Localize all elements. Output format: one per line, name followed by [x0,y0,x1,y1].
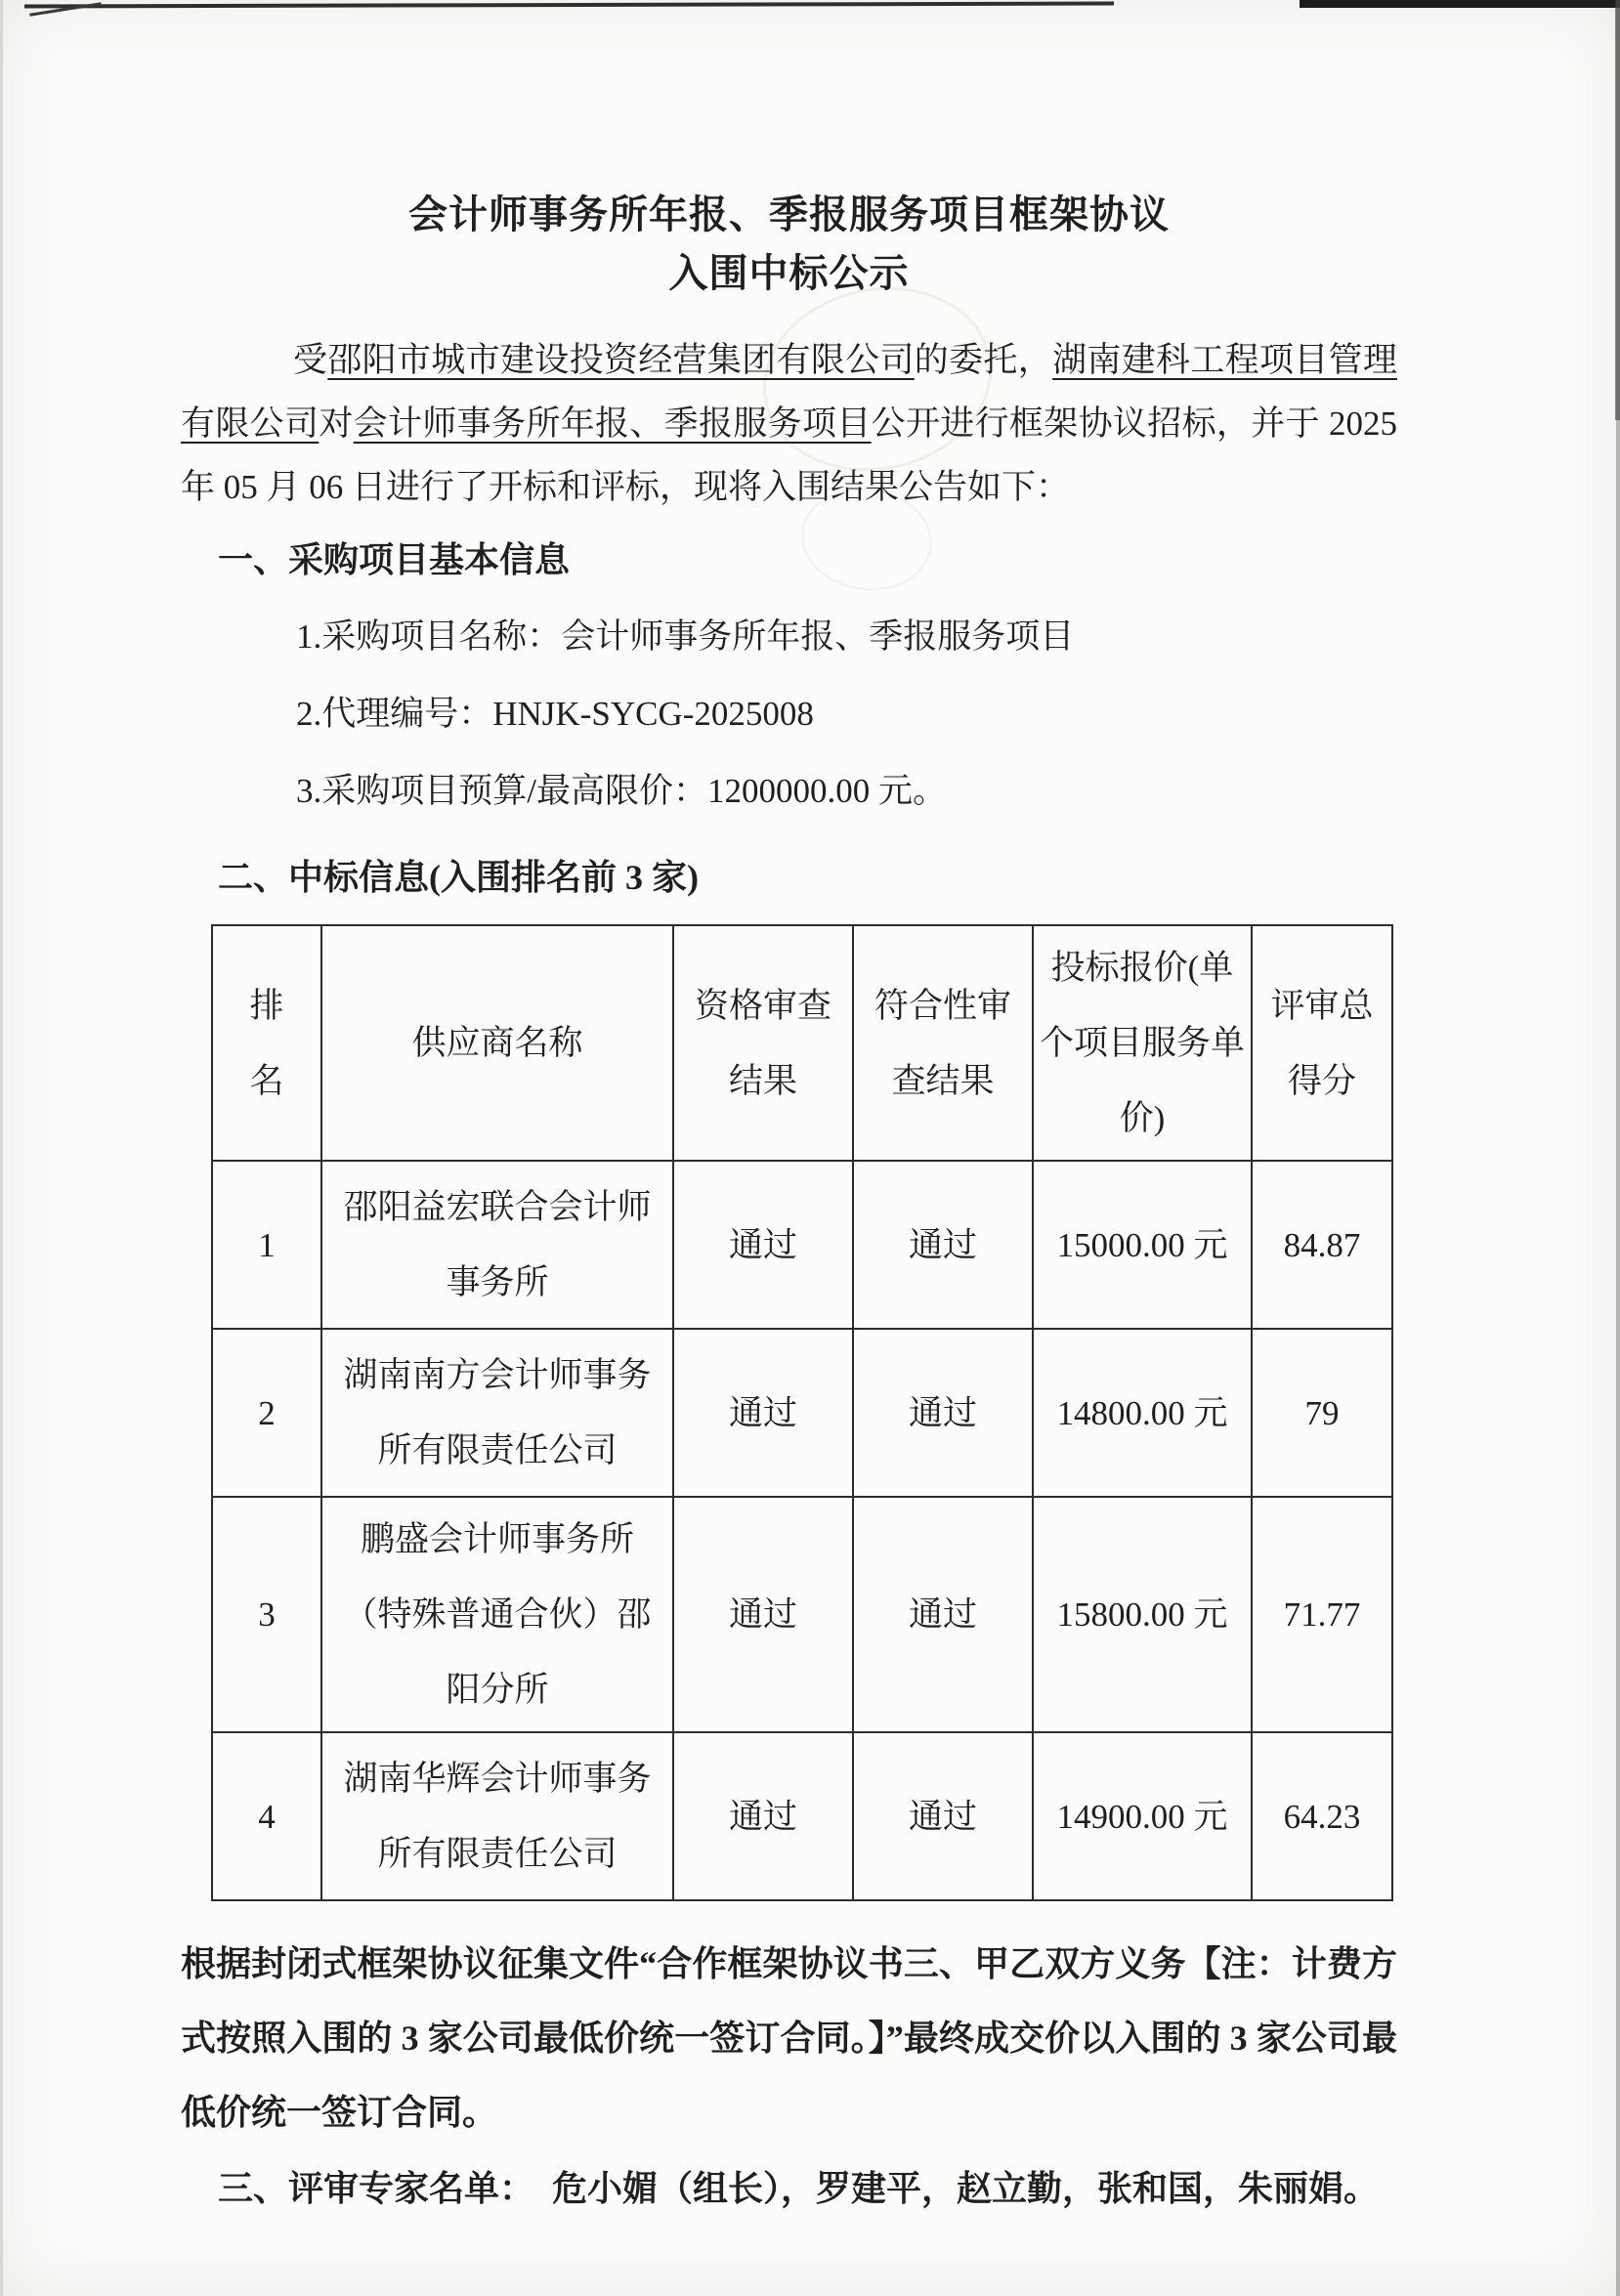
intro-segment-underlined-agent: 湖南建科工程项目管理有限公司 [181,341,1397,443]
budget-item: 3.采购项目预算/最高限价：1200000.00 元。 [296,772,947,810]
cell-score: 79 [1252,1329,1392,1497]
header-cell-price: 投标报价(单个项目服务单价) [1033,925,1252,1161]
cell-rank: 2 [212,1329,321,1497]
header-rank-label: 排名 [249,986,284,1100]
cell-conformity: 通过 [853,1161,1033,1329]
expert-list-line: 三、评审专家名单： 危小媚（组长），罗建平，赵立勤，张和国，朱丽娟。 [218,2169,1380,2208]
cell-qualification: 通过 [673,1497,853,1732]
cell-rank: 3 [212,1497,321,1732]
intro-segment: 受 [293,341,328,379]
bid-results-table [211,924,1393,1901]
intro-segment: 对 [319,404,354,443]
header-cell-rank [212,925,321,1161]
cell-score: 84.87 [1252,1161,1392,1329]
table-row [212,1329,1392,1497]
scan-artifact-top-line [24,2,1114,9]
header-cell-supplier: 供应商名称 [321,925,673,1161]
intro-paragraph [181,328,1397,519]
cell-score: 64.23 [1252,1732,1392,1900]
section-2-heading: 二、中标信息(入围排名前 3 家) [218,858,699,897]
intro-segment: 的委托， [914,341,1053,379]
cell-qualification: 通过 [673,1329,853,1497]
cell-price: 14900.00 元 [1033,1732,1252,1900]
cell-supplier: 湖南南方会计师事务所有限责任公司 [321,1329,673,1497]
scan-artifact-top-right [1300,0,1620,8]
cell-score: 71.77 [1252,1497,1392,1732]
scan-artifact-left-edge [0,0,3,2296]
document-title [181,186,1397,303]
cell-conformity: 通过 [853,1329,1033,1497]
cell-price: 15000.00 元 [1033,1161,1252,1329]
cell-conformity: 通过 [853,1497,1033,1732]
cell-price: 15800.00 元 [1033,1497,1252,1732]
agency-number-item: 2.代理编号：HNJK-SYCG-2025008 [296,695,814,733]
header-cell-conformity: 符合性审查结果 [853,925,1033,1161]
project-name-item: 1.采购项目名称：会计师事务所年报、季报服务项目 [296,617,1075,656]
section-1-heading: 一、采购项目基本信息 [218,540,571,579]
cell-qualification: 通过 [673,1732,853,1900]
document-content [181,186,1397,2218]
cell-qualification: 通过 [673,1161,853,1329]
cell-supplier: 鹏盛会计师事务所（特殊普通合伙）邵阳分所 [321,1497,673,1732]
table-header-row [212,925,1392,1161]
cell-conformity: 通过 [853,1732,1033,1900]
header-cell-score: 评审总得分 [1252,925,1392,1161]
intro-segment-underlined-client: 邵阳市城市建设投资经营集团有限公司 [327,341,915,379]
title-line-1: 会计师事务所年报、季报服务项目框架协议 [408,192,1170,236]
cell-rank: 1 [212,1161,321,1329]
contract-note-paragraph: 根据封闭式框架协议征集文件“合作框架协议书三、甲乙双方义务【注：计费方式按照入围的 3 家公司最低价统一签订合同。】”最终成交价以入围的 3 家公司最低价统一签订合同。 [181,1944,1397,2132]
intro-segment: 公开进行框架协议招标，并于 2025 年 05 月 06 日进行了开标和评标，现将入围结果公告如下： [181,404,1397,506]
cell-price: 14800.00 元 [1033,1329,1252,1497]
cell-rank: 4 [212,1732,321,1900]
scan-artifact-right-edge-dark [1615,0,1620,420]
cell-supplier: 湖南华辉会计师事务所有限责任公司 [321,1732,673,1900]
header-cell-qualification: 资格审查结果 [673,925,853,1161]
table-row [212,1161,1392,1329]
table-row [212,1732,1392,1900]
title-line-2: 入围中标公示 [668,251,910,295]
intro-segment-underlined-project: 会计师事务所年报、季报服务项目 [353,404,872,443]
table-row [212,1497,1392,1732]
cell-supplier: 邵阳益宏联合会计师事务所 [321,1161,673,1329]
